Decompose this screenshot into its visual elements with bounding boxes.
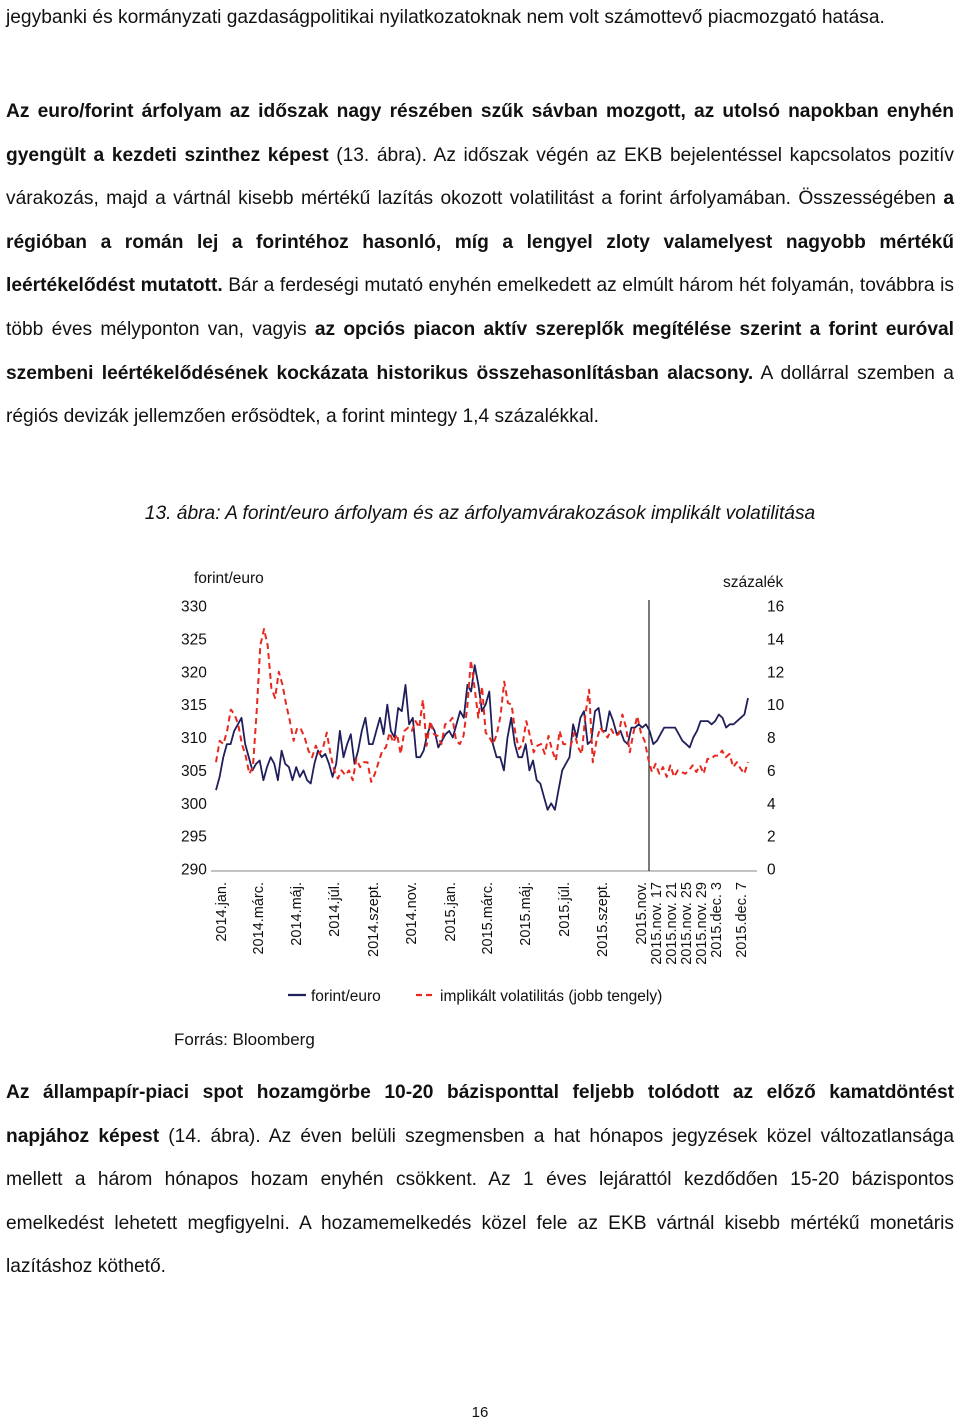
x-tick-label-zoom: 2015.dec. 7 (734, 882, 750, 958)
legend-label-volatility: implikált volatilitás (jobb tengely) (440, 988, 663, 1005)
x-tick-label: 2014.nov. (404, 882, 420, 945)
x-tick-label: 2014.máj. (289, 882, 305, 946)
x-tick-label-zoom: 2015.nov. 29 (694, 882, 710, 965)
x-tick-label-zoom: 2015.nov. 25 (679, 882, 695, 965)
x-axis-labels-zoom (634, 882, 750, 965)
right-tick-label: 2 (767, 828, 776, 846)
figure-caption: 13. ábra: A forint/euro árfolyam és az árfolyamvárakozások implikált volatilitása (144, 503, 816, 524)
exchange-rate-chart (0, 560, 960, 1010)
paragraph-intro (6, 0, 954, 40)
left-tick-label: 320 (181, 664, 207, 682)
paragraph-text: (13. ábra). Az időszak végén az EKB bejelentéssel kapcsolatos pozitív várakozás, majd a vártnál kisebb mértékű lazítás okozott volatilitást a forint árfolyamában. Összességében (6, 144, 954, 210)
x-tick-label: 2015.júl. (557, 882, 573, 937)
right-tick-label: 12 (767, 664, 785, 682)
x-tick-label: 2015.márc. (480, 882, 496, 955)
bold-text: az opciós piacon aktív szereplők megítélése szerint a forint euróval szembeni leértékelődésének kockázata historikus összehasonlításban alacsony. (6, 318, 954, 384)
source-note: Forrás: Bloomberg (174, 1030, 315, 1049)
left-tick-label: 305 (181, 762, 207, 780)
bold-text: a régióban a román lej a forintéhoz hasonló, míg a lengyel zloty valamelyest nagyobb mértékű leértékelődést mutatott. (6, 188, 954, 297)
right-tick-label: 14 (767, 631, 785, 649)
right-tick-label: 8 (767, 730, 776, 747)
paragraph-text: (14. ábra). Az éven belüli szegmensben a hat hónapos jegyzések közel változatlansága mellett a három hónapos hozam enyhén csökkent. Az 1 éves lejárattól kezdődően 15-20 bázispontos emelkedést lehetett megfigyelni. A hozamemelkedés közel fele az EKB vártnál kisebb mértékű monetáris lazításhoz köthető. (6, 1125, 955, 1278)
left-tick-label: 325 (181, 631, 207, 649)
right-tick-label: 4 (767, 795, 776, 813)
right-tick-label: 16 (767, 598, 785, 616)
right-axis-ticks (767, 599, 785, 879)
paragraph-text: jegybanki és kormányzati gazdaságpolitikai nyilatkozatoknak nem volt számottevő piacmozgató hatása. (6, 7, 885, 28)
paragraph-text: A dollárral szemben a régiós devizák jellemzően erősödtek, a forint mintegy 1,4 százalékkal. (6, 362, 954, 428)
left-tick-label: 295 (181, 828, 207, 846)
x-tick-label-zoom: 2015.nov. (634, 882, 650, 945)
bold-text: Az euro/forint árfolyam az időszak nagy részében szűk sávban mozgott, az utolsó napokban enyhén gyengült a kezdeti szinthez képest (6, 101, 954, 166)
left-tick-label: 310 (181, 730, 207, 747)
page-number: 16 (471, 1404, 489, 1421)
left-tick-label: 290 (181, 861, 207, 879)
legend-label-forint-euro: forint/euro (311, 988, 381, 1005)
right-axis-title: százalék (723, 574, 784, 591)
left-axis-title: forint/euro (194, 570, 264, 587)
series-line-forint-euro (216, 665, 748, 810)
plot-area (216, 629, 748, 810)
legend (288, 988, 662, 1005)
x-tick-label: 2014.júl. (327, 882, 343, 937)
right-tick-label: 0 (767, 861, 776, 879)
x-tick-label-zoom: 2015.dec. 3 (709, 882, 725, 958)
x-tick-label-zoom: 2015.nov. 17 (649, 882, 665, 965)
x-tick-label-zoom: 2015.nov. 21 (664, 882, 680, 965)
left-tick-label: 300 (181, 795, 207, 813)
right-tick-label: 10 (767, 697, 785, 715)
x-axis-labels-main (214, 882, 611, 957)
x-tick-label: 2014.szept. (366, 882, 382, 957)
paragraph-exchange-rate (6, 90, 954, 439)
left-tick-label: 315 (181, 697, 207, 715)
left-axis-ticks (181, 599, 207, 879)
paragraph-text: Bár a ferdeségi mutató enyhén emelkedett az elmúlt három hét folyamán, továbbra is több éves mélyponton van, vagyis (6, 275, 954, 340)
x-tick-label: 2015.szept. (595, 882, 611, 957)
bold-text: Az állampapír-piaci spot hozamgörbe 10-20 bázisponttal feljebb tolódott az előző kamatdöntést napjához képest (6, 1082, 954, 1147)
right-tick-label: 6 (767, 762, 776, 780)
x-tick-label: 2014.jan. (214, 882, 230, 942)
x-tick-label: 2015.máj. (518, 882, 534, 946)
left-tick-label: 330 (181, 598, 207, 616)
paragraph-yield-curve (6, 1071, 954, 1289)
x-tick-label: 2014.márc. (251, 882, 267, 955)
x-tick-label: 2015.jan. (443, 882, 459, 942)
